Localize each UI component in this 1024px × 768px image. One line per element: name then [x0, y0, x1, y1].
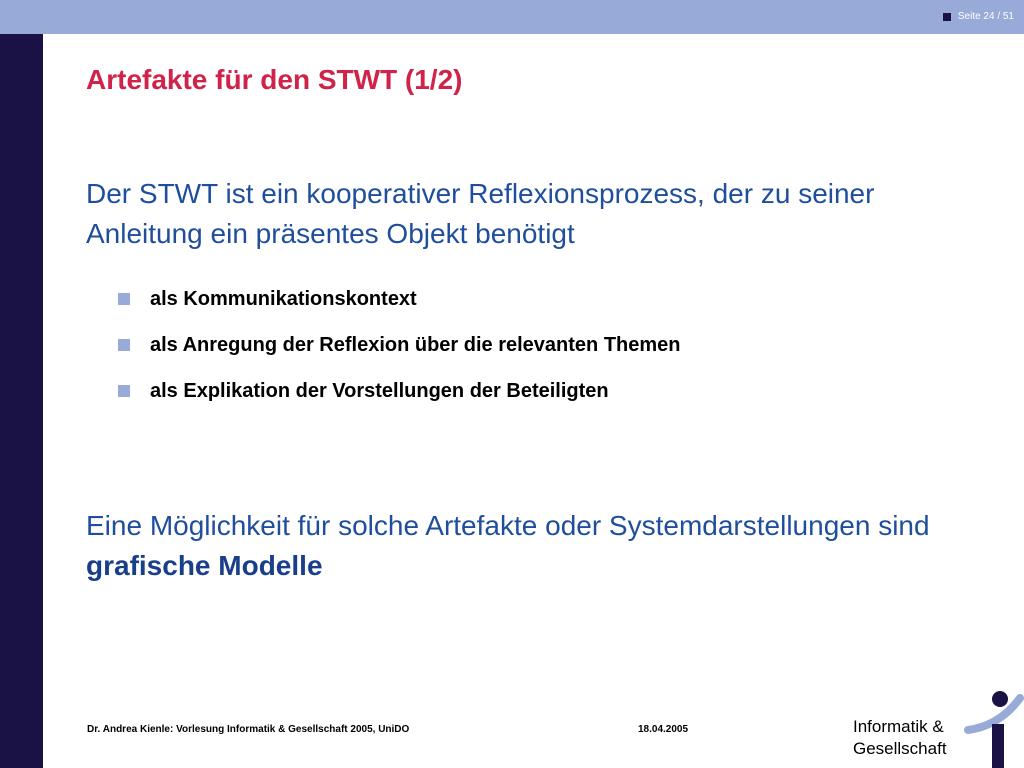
bullet-list [118, 284, 681, 422]
square-bullet-icon [118, 293, 130, 305]
emphasis-text: grafische Modelle [86, 550, 323, 581]
second-paragraph-text: Eine Möglichkeit für solche Artefakte oder Systemdarstellungen sind [86, 510, 930, 541]
bullet-text: als Kommunikationskontext [150, 288, 417, 310]
bullet-item [118, 284, 681, 330]
second-paragraph [86, 506, 986, 586]
bullet-item [118, 376, 681, 422]
i-person-logo-icon [960, 690, 1024, 768]
bullet-item [118, 330, 681, 376]
brand-line-1: Informatik & [853, 717, 944, 736]
footer-author: Dr. Andrea Kienle: Vorlesung Informatik & Gesellschaft 2005, UniDO [87, 724, 410, 735]
left-sidebar-bar [0, 34, 43, 768]
square-bullet-icon [118, 385, 130, 397]
bullet-text: als Anregung der Reflexion über die relevanten Themen [150, 334, 681, 356]
slide-title: Artefakte für den STWT (1/2) [86, 64, 463, 95]
top-bar [0, 0, 1024, 34]
bullet-text: als Explikation der Vorstellungen der Beteiligten [150, 380, 609, 402]
square-bullet-icon [118, 339, 130, 351]
page-indicator-text: Seite 24 / 51 [957, 11, 1014, 22]
page-indicator [943, 11, 1014, 22]
footer-date: 18.04.2005 [638, 724, 689, 735]
brand-line-2: Gesellschaft [853, 739, 947, 758]
brand-text [853, 716, 947, 760]
square-marker-icon [943, 13, 951, 21]
lead-paragraph: Der STWT ist ein kooperativer Reflexionsprozess, der zu seiner Anleitung ein präsentes Objekt benötigt [86, 178, 875, 249]
